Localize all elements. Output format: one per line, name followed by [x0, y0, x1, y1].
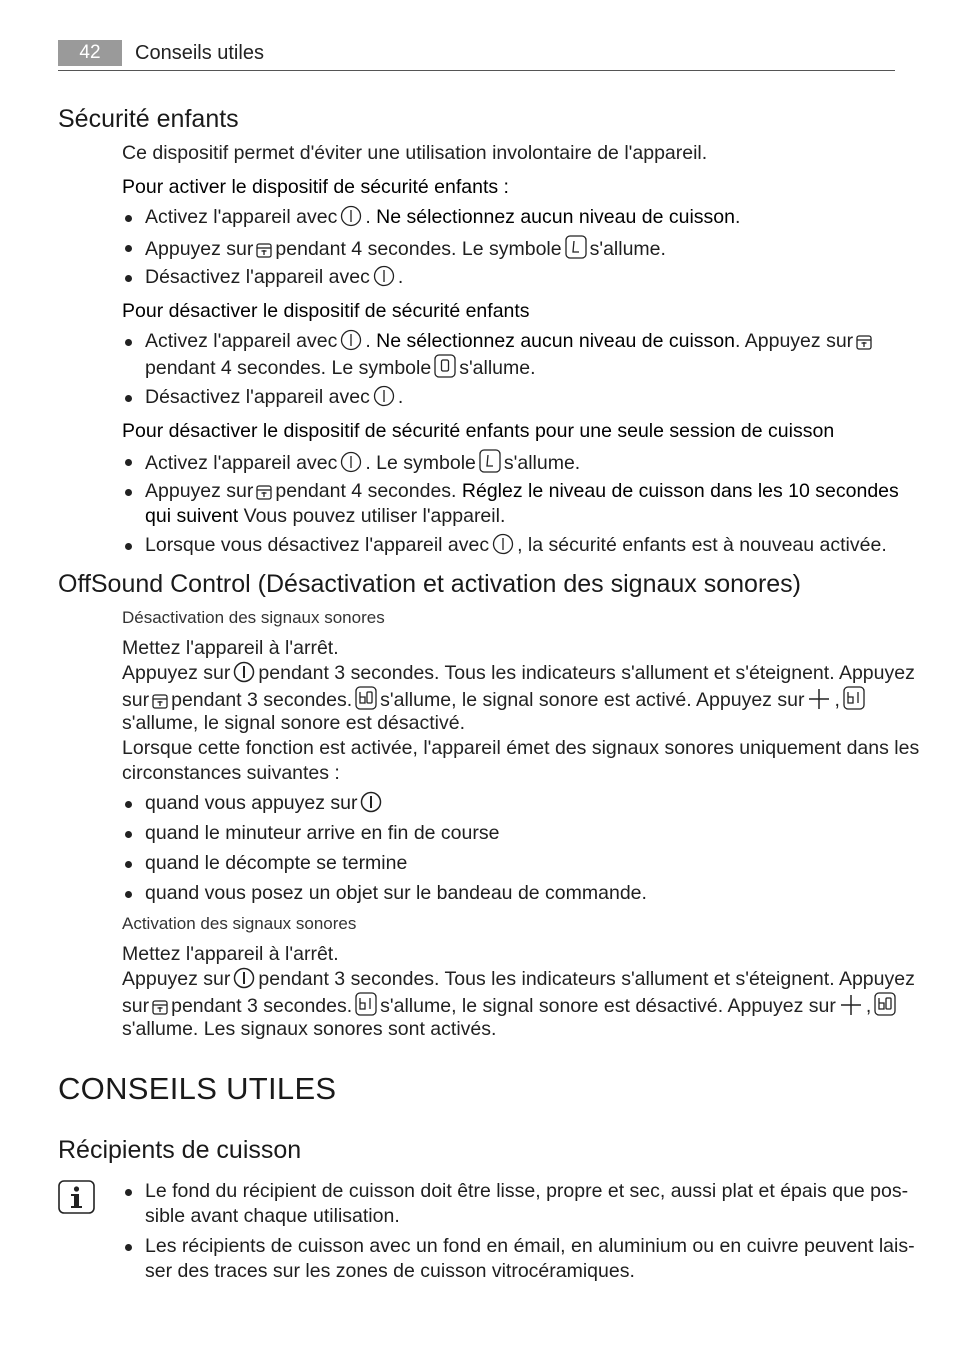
power-icon: [233, 661, 255, 683]
list-item: Désactivez l'appareil avec .: [145, 266, 404, 288]
lock-key-icon: [256, 239, 272, 259]
display-b1-icon: [843, 686, 865, 710]
list-item: quand vous posez un objet sur le bandeau de commande.: [145, 882, 647, 904]
power-icon: [233, 967, 255, 989]
plus-icon: [807, 688, 831, 710]
plus-icon: [839, 994, 863, 1016]
header-rule: [58, 70, 895, 71]
list-item: Les récipients de cuisson avec un fond en émail, en aluminium ou en cuivre peuvent lais- ser des traces sur les zones de cuisson vitrocéramiques.: [145, 1235, 915, 1282]
power-icon: [340, 205, 362, 227]
display-l-icon: [565, 235, 587, 259]
list-item: quand le minuteur arrive en fin de course: [145, 822, 500, 844]
list-item: Activez l'appareil avec . Ne sélectionnez aucun niveau de cuisson. Appuyez sur pendant 4 secondes. Le symbole s'allume.: [145, 329, 875, 381]
running-header: Conseils utiles: [135, 42, 264, 64]
section-heading-child-lock: Sécurité enfants: [58, 105, 239, 133]
list-item: Appuyez sur pendant 4 secondes. Le symbole s'allume.: [145, 235, 666, 262]
lock-key-icon: [152, 690, 168, 710]
lock-key-icon: [256, 481, 272, 501]
display-0-icon: [434, 354, 456, 378]
display-l-icon: [479, 449, 501, 473]
power-icon: [373, 385, 395, 407]
section-heading-offsound: OffSound Control (Désactivation et activation des signaux sonores): [58, 570, 801, 598]
deact-line-2: Appuyez sur pendant 3 secondes. Tous les indicateurs s'allument et s'éteignent. Appuyez: [122, 662, 915, 684]
deact-line-6: circonstances suivantes :: [122, 762, 340, 784]
info-icon: [58, 1180, 95, 1214]
section-heading-cookware: Récipients de cuisson: [58, 1136, 302, 1164]
deactivate-title: Pour désactiver le dispositif de sécurité enfants: [122, 300, 530, 322]
list-item: Activez l'appareil avec . Le symbole s'allume.: [145, 449, 580, 476]
session-title: Pour désactiver le dispositif de sécurité enfants pour une seule session de cuisson: [122, 420, 835, 442]
display-b0-icon: [355, 686, 377, 710]
deact-line-5: Lorsque cette fonction est activée, l'appareil émet des signaux sonores uniquement dans les: [122, 737, 920, 759]
activation-label: Activation des signaux sonores: [122, 914, 357, 933]
power-icon: [360, 791, 382, 813]
power-icon: [340, 451, 362, 473]
list-item: quand le décompte se termine: [145, 852, 408, 874]
child-lock-intro: Ce dispositif permet d'éviter une utilisation involontaire de l'appareil.: [122, 142, 708, 164]
lock-key-icon: [152, 996, 168, 1016]
list-item: Appuyez sur pendant 4 secondes. Réglez le niveau de cuisson dans les 10 secondes qui suivent Vous pouvez utiliser l'appareil.: [145, 480, 899, 527]
list-item: Activez l'appareil avec . Ne sélectionnez aucun niveau de cuisson.: [145, 206, 741, 228]
deact-line-3: sur pendant 3 secondes. s'allume, le signal sonore est activé. Appuyez sur ,: [122, 686, 868, 713]
chapter-title: CONSEILS UTILES: [58, 1071, 337, 1106]
list-item: Le fond du récipient de cuisson doit être lisse, propre et sec, aussi plat et épais que pos- sible avant chaque utilisation.: [145, 1180, 909, 1227]
list-item: Désactivez l'appareil avec .: [145, 386, 404, 408]
page-number: 42: [58, 40, 122, 66]
act-line-1: Mettez l'appareil à l'arrêt.: [122, 943, 339, 965]
lock-key-icon: [856, 331, 872, 351]
activate-title: Pour activer le dispositif de sécurité enfants :: [122, 176, 509, 198]
power-icon: [492, 533, 514, 555]
display-b1-icon: [355, 992, 377, 1016]
deact-line-1: Mettez l'appareil à l'arrêt.: [122, 637, 339, 659]
display-b0-icon: [874, 992, 896, 1016]
list-item: quand vous appuyez sur: [145, 791, 385, 816]
deactivation-label: Désactivation des signaux sonores: [122, 608, 385, 627]
deact-line-4: s'allume, le signal sonore est désactivé.: [122, 712, 465, 734]
power-icon: [373, 265, 395, 287]
act-line-4: s'allume. Les signaux sonores sont activés.: [122, 1018, 497, 1040]
act-line-2: Appuyez sur pendant 3 secondes. Tous les indicateurs s'allument et s'éteignent. Appuyez: [122, 968, 915, 990]
power-icon: [340, 329, 362, 351]
act-line-3: sur pendant 3 secondes. s'allume, le signal sonore est désactivé. Appuyez sur ,: [122, 992, 899, 1019]
list-item: Lorsque vous désactivez l'appareil avec , la sécurité enfants est à nouveau activée.: [145, 534, 887, 556]
